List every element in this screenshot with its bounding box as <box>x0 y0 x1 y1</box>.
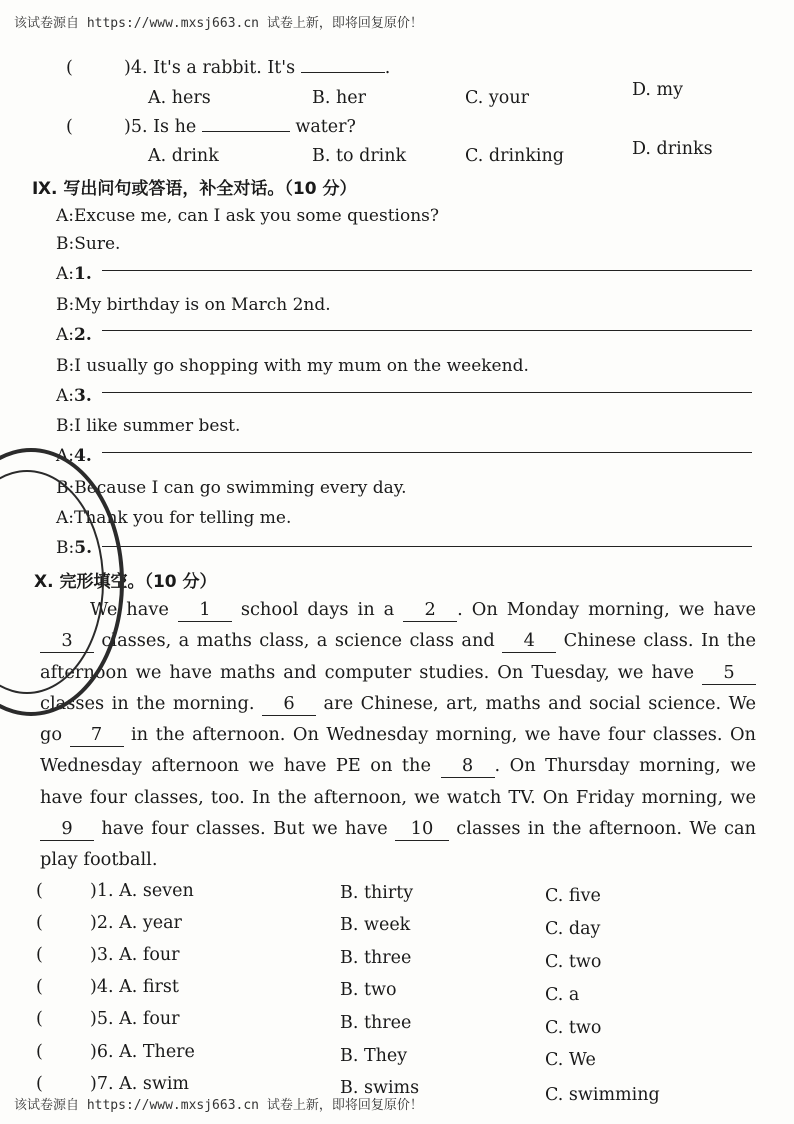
dialogue-line: B:My birthday is on March 2nd. <box>56 295 331 315</box>
answer-blank[interactable] <box>202 117 290 132</box>
q4-option-c: C. your <box>465 88 529 108</box>
option-row-5: ( )5. A. four <box>36 1009 180 1029</box>
option-1c: C. five <box>545 886 601 906</box>
option-6b: B. They <box>340 1046 408 1066</box>
dialogue-question-5: B:5. <box>56 538 92 558</box>
cloze-gap-9[interactable]: 9 <box>40 818 94 841</box>
option-row-1: ( )1. A. seven <box>36 881 194 901</box>
option-3c: C. two <box>545 952 602 972</box>
question-5-stem: ( )5. Is he water? <box>66 117 356 137</box>
dialogue-line: A:Thank you for telling me. <box>56 508 292 528</box>
dialogue-line: B:I like summer best. <box>56 416 241 436</box>
dialogue-question-4: A:4. <box>56 446 92 466</box>
q5-option-b: B. to drink <box>312 146 407 166</box>
watermark-bottom: 该试卷源自 https://www.mxsj663.cn 试卷上新，即将回复原价！ <box>14 1098 423 1113</box>
option-3b: B. three <box>340 948 412 968</box>
option-row-3: ( )3. A. four <box>36 945 180 965</box>
q4-option-b: B. her <box>312 88 366 108</box>
q5-option-a: A. drink <box>148 146 219 166</box>
answer-line-5[interactable] <box>102 546 752 547</box>
option-row-6: ( )6. A. There <box>36 1042 195 1062</box>
option-7c: C. swimming <box>545 1085 660 1105</box>
q5-option-d: D. drinks <box>632 139 713 159</box>
cloze-passage: We have 1 school days in a 2 . On Monday morning, we have 3 classes, a maths class, a science class and 4 Chinese class. In the afternoon we have maths and computer studies. On Tuesday, we have 5 classes in the morning. 6 are Chinese, art, maths and social science. We go 7 in the afternoon. On Wednesday morning, we have four classes. On Wednesday afternoon we have PE on the 8 . On Thursday morning, we have four classes, too. In the afternoon, we watch TV. On Friday morning, we 9 have four classes. But we have 10 classes in the afternoon. We can play football. <box>40 599 757 871</box>
cloze-gap-6[interactable]: 6 <box>262 693 316 716</box>
cloze-gap-5[interactable]: 5 <box>702 662 756 685</box>
q4-option-d: D. my <box>632 80 684 100</box>
watermark-top: 该试卷源自 https://www.mxsj663.cn 试卷上新，即将回复原价！ <box>14 16 423 31</box>
section-9-title: Ⅸ. 写出问句或答语，补全对话。（10 分） <box>32 179 357 199</box>
option-5c: C. two <box>545 1018 602 1038</box>
option-row-7: ( )7. A. swim <box>36 1074 190 1094</box>
section-10-title: Ⅹ. 完形填空。（10 分） <box>34 572 217 592</box>
dialogue-question-2: A:2. <box>56 325 92 345</box>
option-6c: C. We <box>545 1050 596 1070</box>
q5-option-c: C. drinking <box>465 146 565 166</box>
dialogue-line: A:Excuse me, can I ask you some questions? <box>56 206 439 226</box>
option-row-2: ( )2. A. year <box>36 913 182 933</box>
answer-line-3[interactable] <box>102 392 752 393</box>
option-7b: B. swims <box>340 1078 420 1098</box>
answer-line-4[interactable] <box>102 452 752 453</box>
option-5b: B. three <box>340 1013 412 1033</box>
dialogue-line: B:I usually go shopping with my mum on the weekend. <box>56 356 529 376</box>
cloze-gap-2[interactable]: 2 <box>403 599 457 622</box>
option-4c: C. a <box>545 985 580 1005</box>
question-4-stem: ( )4. It's a rabbit. It's . <box>66 58 391 78</box>
cloze-gap-10[interactable]: 10 <box>395 818 449 841</box>
cloze-gap-1[interactable]: 1 <box>178 599 232 622</box>
dialogue-line: B:Because I can go swimming every day. <box>56 478 407 498</box>
q4-option-a: A. hers <box>148 88 211 108</box>
option-1b: B. thirty <box>340 883 414 903</box>
answer-line-1[interactable] <box>102 270 752 271</box>
dialogue-question-3: A:3. <box>56 386 92 406</box>
cloze-gap-8[interactable]: 8 <box>441 755 495 778</box>
dialogue-question-1: A:1. <box>56 264 92 284</box>
dialogue-line: B:Sure. <box>56 234 121 254</box>
option-2b: B. week <box>340 915 411 935</box>
cloze-gap-7[interactable]: 7 <box>70 724 124 747</box>
cloze-gap-4[interactable]: 4 <box>502 630 556 653</box>
option-row-4: ( )4. A. first <box>36 977 179 997</box>
option-2c: C. day <box>545 919 601 939</box>
option-4b: B. two <box>340 980 397 1000</box>
cloze-gap-3[interactable]: 3 <box>40 630 94 653</box>
answer-line-2[interactable] <box>102 330 752 331</box>
answer-blank[interactable] <box>301 58 385 73</box>
